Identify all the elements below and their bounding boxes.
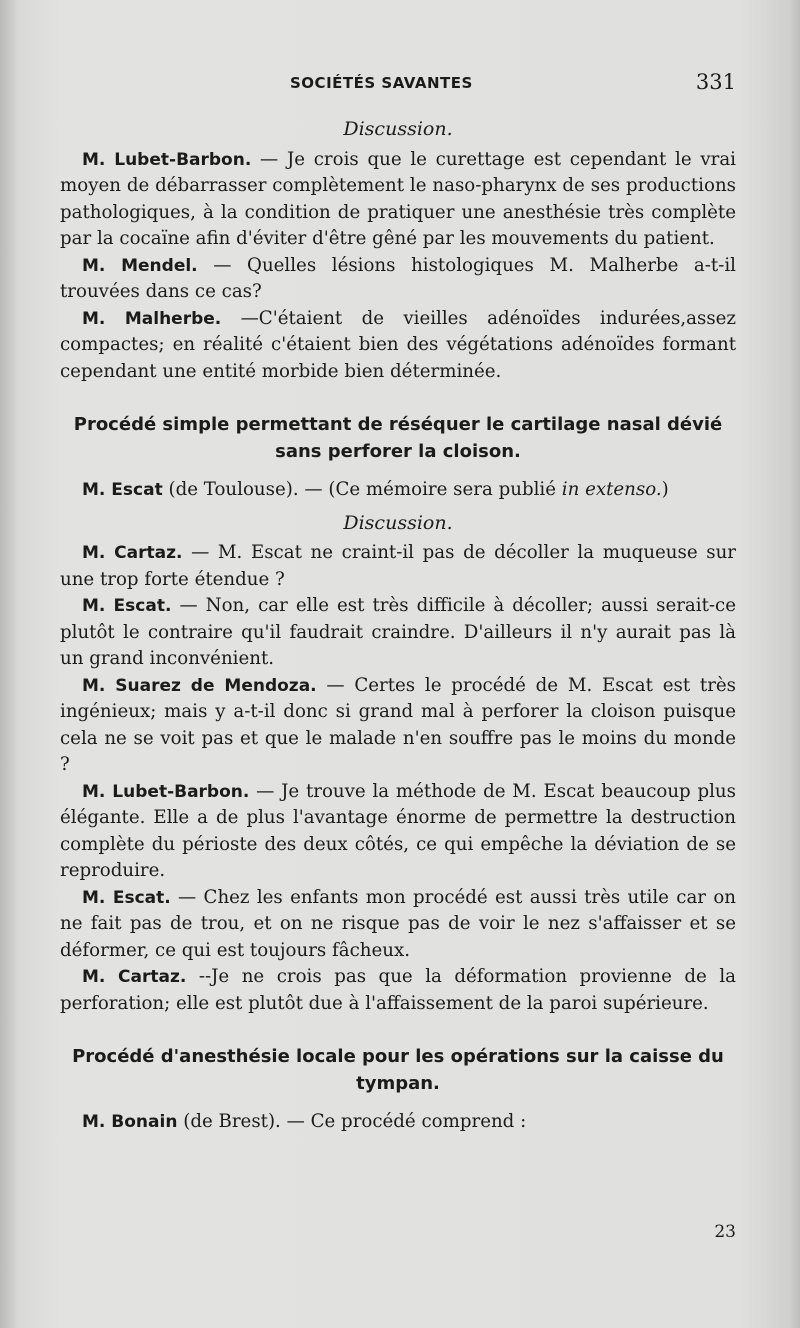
intro-italic: in extenso.: [561, 479, 662, 500]
speaker-name: M. Escat: [82, 480, 163, 500]
signature-mark: 23: [714, 1222, 736, 1242]
speaker-name: M. Malherbe.: [82, 308, 222, 329]
section-intro: [60, 477, 736, 504]
section-title: Procédé simple permettant de réséquer le cartilage nasal dévié sans perforer la cloison.: [73, 414, 723, 462]
entry-text: — Certes le procédé de M. Escat est très ingénieux; mais y a-t-il donc si grand mal à perforer la cloison puisque cela ne se voit pas et que le malade n'en souffre pas le moins du monde ?: [60, 674, 736, 775]
speaker-name: M. Suarez de Mendoza.: [82, 675, 317, 696]
entry-text: —C'étaient de vieilles adénoïdes indurées,assez compactes; en réalité c'étaient bien des végétations adénoïdes formant cependant une entité morbide bien déterminée.: [60, 307, 736, 382]
discussion-entry: [60, 964, 736, 1017]
page-number: 331: [695, 70, 736, 94]
discussion-entry: [60, 253, 736, 306]
speaker-name: M. Lubet-Barbon.: [82, 149, 252, 170]
discussion-entry: [60, 779, 736, 885]
entry-text: --Je ne crois pas que la déformation provienne de la perforation; elle est plutôt due à l'affaissement de la paroi supérieure.: [60, 966, 736, 1014]
entry-text: — Je crois que le curettage est cependant le vrai moyen de débarrasser complètement le naso-pharynx de ses productions pathologiques, à la condition de pratiquer une anesthésie très complète par la cocaïne afin d'éviter d'être gêné par les mouvements du patient.: [60, 148, 736, 249]
entry-text: — Non, car elle est très difficile à décoller; aussi serait-ce plutôt le contraire qu'il faudrait craindre. D'ailleurs il n'y aurait pas là un grand inconvénient.: [60, 595, 736, 669]
entry-text: — M. Escat ne craint-il pas de décoller la muqueuse sur une trop forte étendue ?: [60, 542, 736, 590]
discussion-entry: [60, 673, 736, 779]
speaker-name: M. Lubet-Barbon.: [82, 781, 250, 802]
discussion-heading: Discussion.: [343, 118, 453, 140]
discussion-entry: [60, 540, 736, 593]
speaker-name: M. Bonain: [82, 1112, 178, 1132]
intro-text: (de Toulouse). — (Ce mémoire sera publié: [162, 479, 562, 500]
discussion-entry: [60, 885, 736, 965]
speaker-name: M. Cartaz.: [82, 967, 187, 987]
discussion-entry: [60, 147, 736, 253]
intro-close: ): [661, 479, 669, 500]
page-header: [60, 70, 736, 100]
entry-text: — Je trouve la méthode de M. Escat beaucoup plus élégante. Elle a de plus l'avantage énorme de permettre la destruction complète du périoste des deux côtés, ce qui empêche la déviation de se reproduire.: [60, 780, 736, 881]
page-content: [60, 110, 736, 1136]
discussion-entry: [60, 306, 736, 386]
speaker-name: M. Mendel.: [82, 255, 198, 276]
section-intro: [60, 1109, 736, 1136]
section-title: Procédé d'anesthésie locale pour les opérations sur la caisse du tympan.: [72, 1046, 724, 1094]
running-title: SOCIÉTÉS SAVANTES: [290, 74, 473, 92]
intro-text: (de Brest). — Ce procédé comprend :: [177, 1111, 527, 1132]
speaker-name: M. Escat.: [82, 596, 172, 616]
entry-text: — Chez les enfants mon procédé est aussi très utile car on ne fait pas de trou, et on ne risque pas de voir le nez s'affaisser et se déformer, ce qui est toujours fâcheux.: [60, 886, 736, 961]
entry-text: — Quelles lésions histologiques M. Malherbe a-t-il trouvées dans ce cas?: [60, 254, 736, 302]
discussion-heading: Discussion.: [343, 511, 453, 534]
discussion-entry: [60, 593, 736, 673]
speaker-name: M. Escat.: [82, 887, 171, 908]
speaker-name: M. Cartaz.: [82, 543, 183, 563]
